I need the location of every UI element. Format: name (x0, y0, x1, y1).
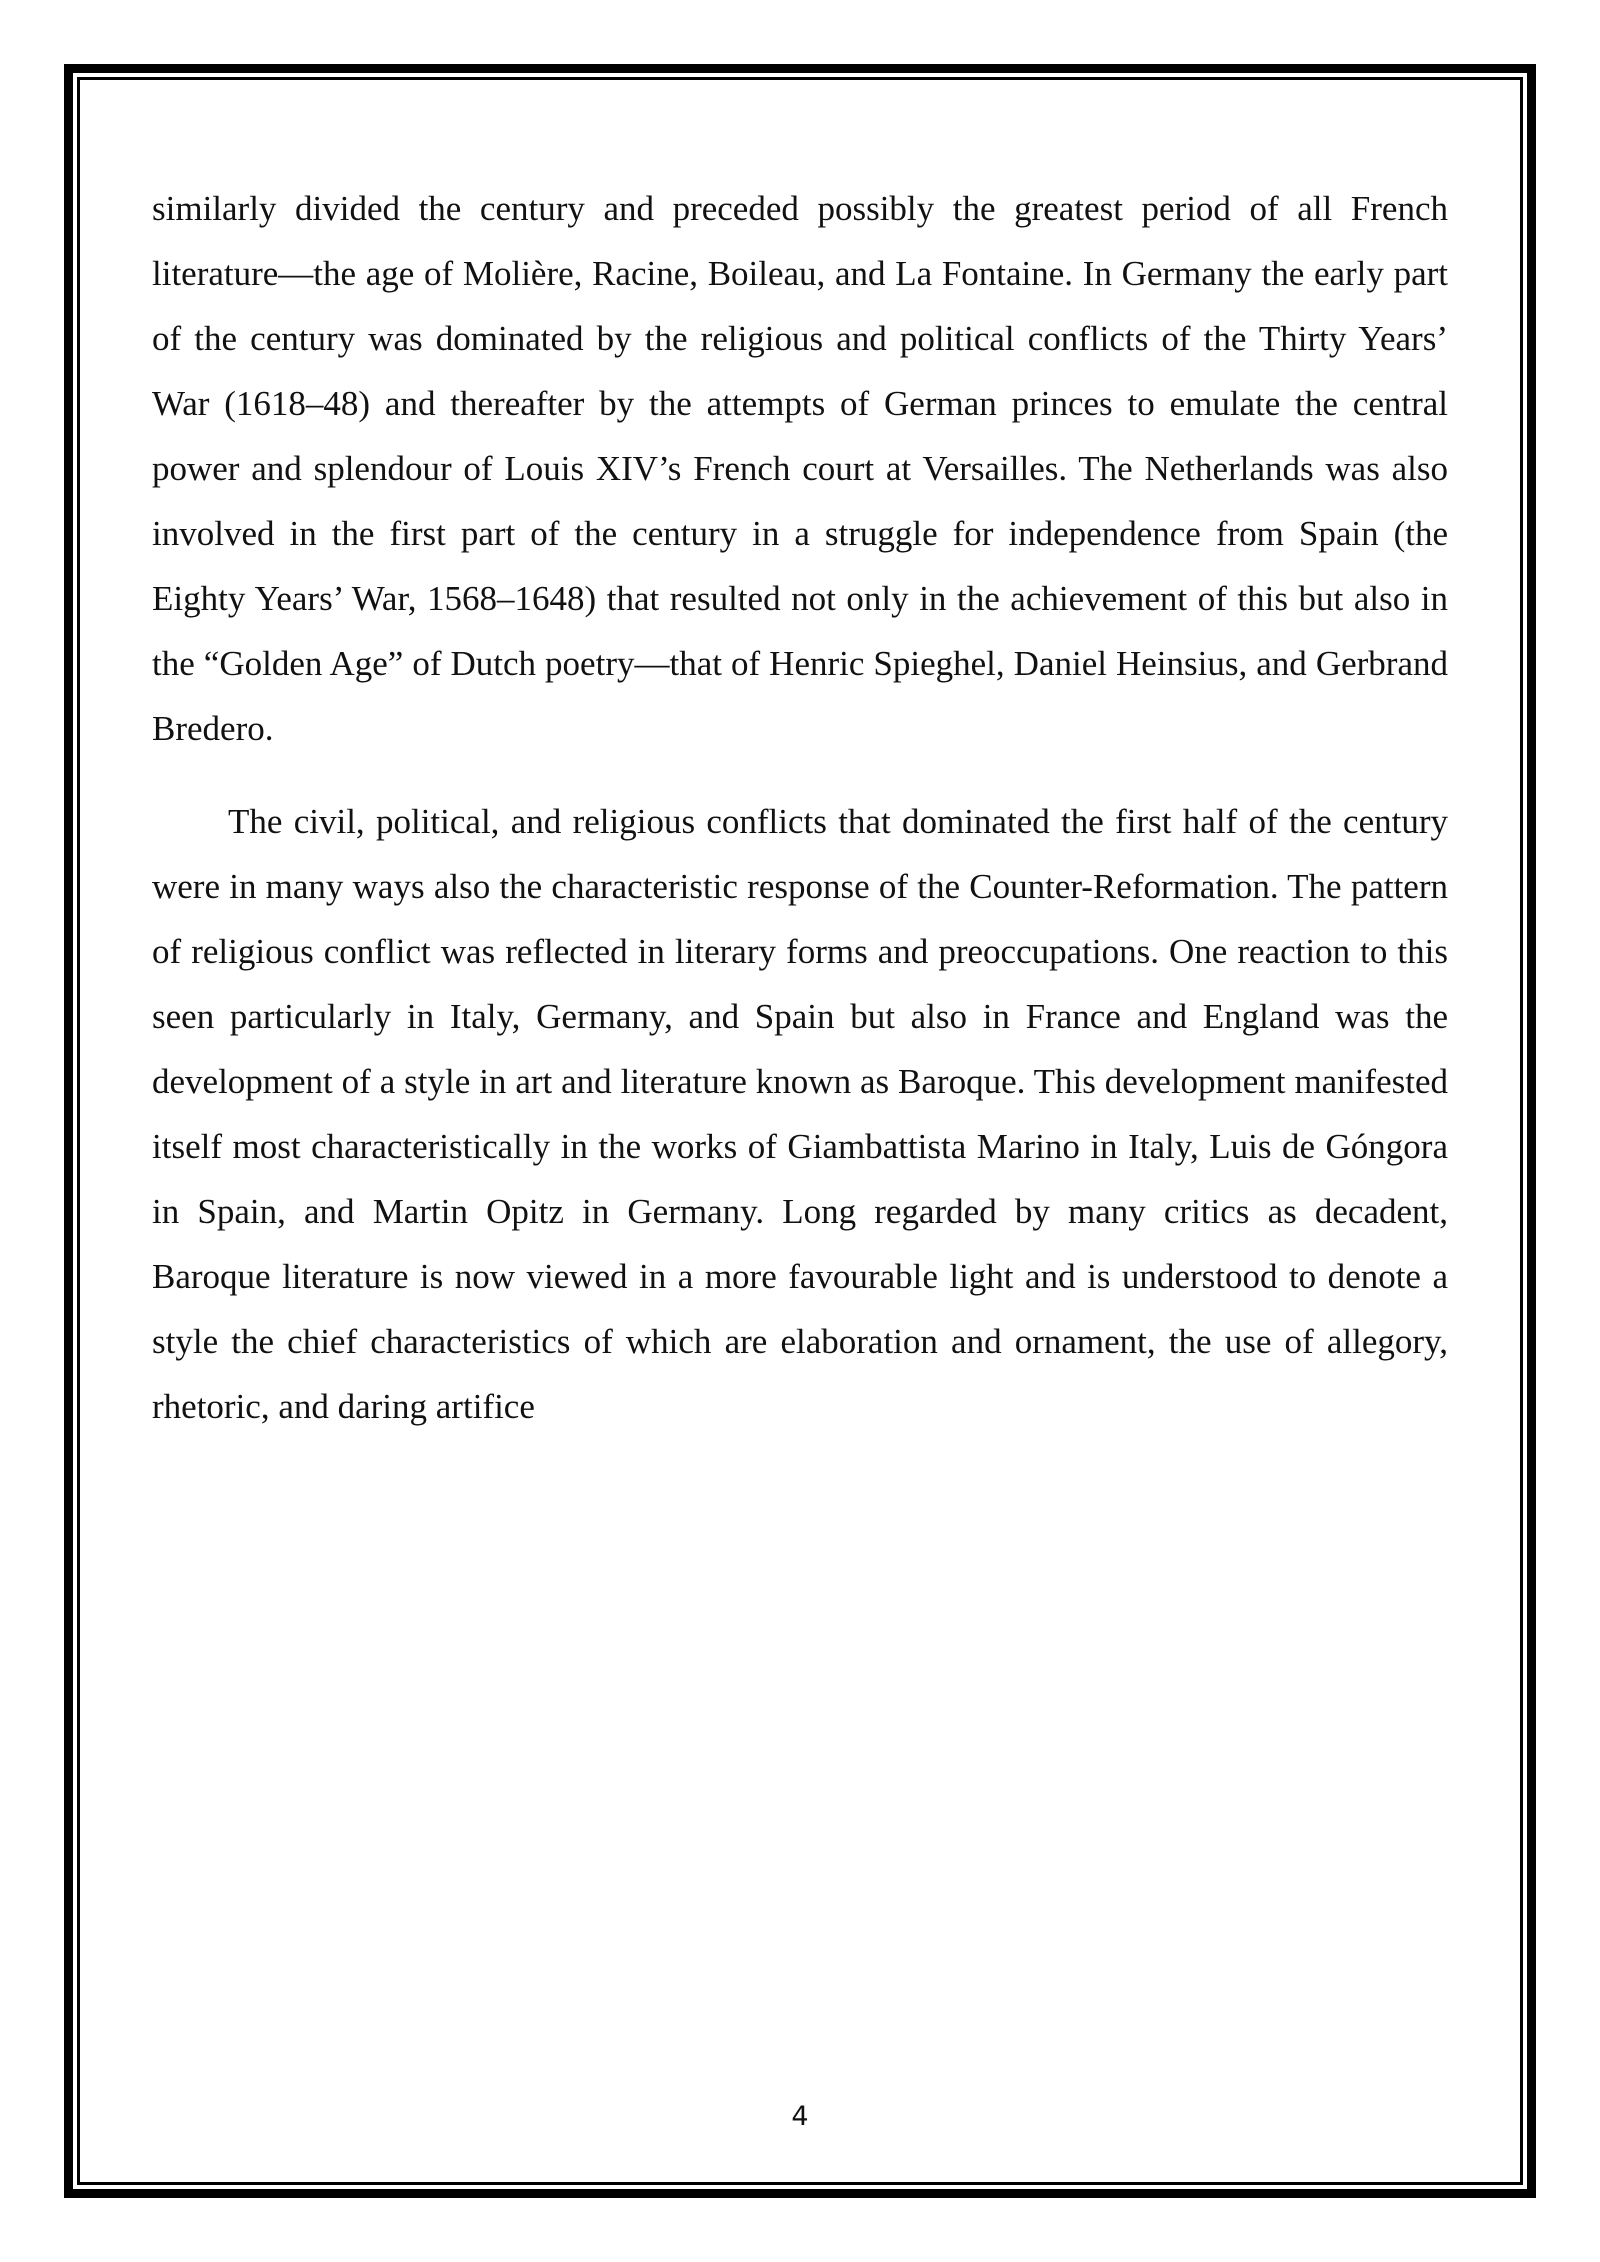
page-body (152, 176, 1448, 1439)
page-number: 4 (791, 2101, 809, 2132)
paragraph-2: The civil, political, and religious conflicts that dominated the first half of the century were in many ways also the characteristic response of the Counter-Reformation. The pattern of religious conflict was reflected in literary forms and preoccupations. One reaction to this seen particularly in Italy, Germany, and Spain but also in France and England was the development of a style in art and literature known as Baroque. This development manifested itself most characteristically in the works of Giambattista Marino in Italy, Luis de Góngora in Spain, and Martin Opitz in Germany. Long regarded by many critics as decadent, Baroque literature is now viewed in a more favourable light and is understood to denote a style the chief characteristics of which are elaboration and ornament, the use of allegory, rhetoric, and daring artifice (152, 802, 1448, 1426)
paragraph-1: similarly divided the century and preceded possibly the greatest period of all French literature—the age of Molière, Racine, Boileau, and La Fontaine. In Germany the early part of the century was dominated by the religious and political conflicts of the Thirty Years’ War (1618–48) and thereafter by the attempts of German princes to emulate the central power and splendour of Louis XIV’s French court at Versailles. The Netherlands was also involved in the first part of the century in a struggle for independence from Spain (the Eighty Years’ War, 1568–1648) that resulted not only in the achievement of this but also in the “Golden Age” of Dutch poetry—that of Henric Spieghel, Daniel Heinsius, and Gerbrand Bredero. (152, 189, 1448, 748)
